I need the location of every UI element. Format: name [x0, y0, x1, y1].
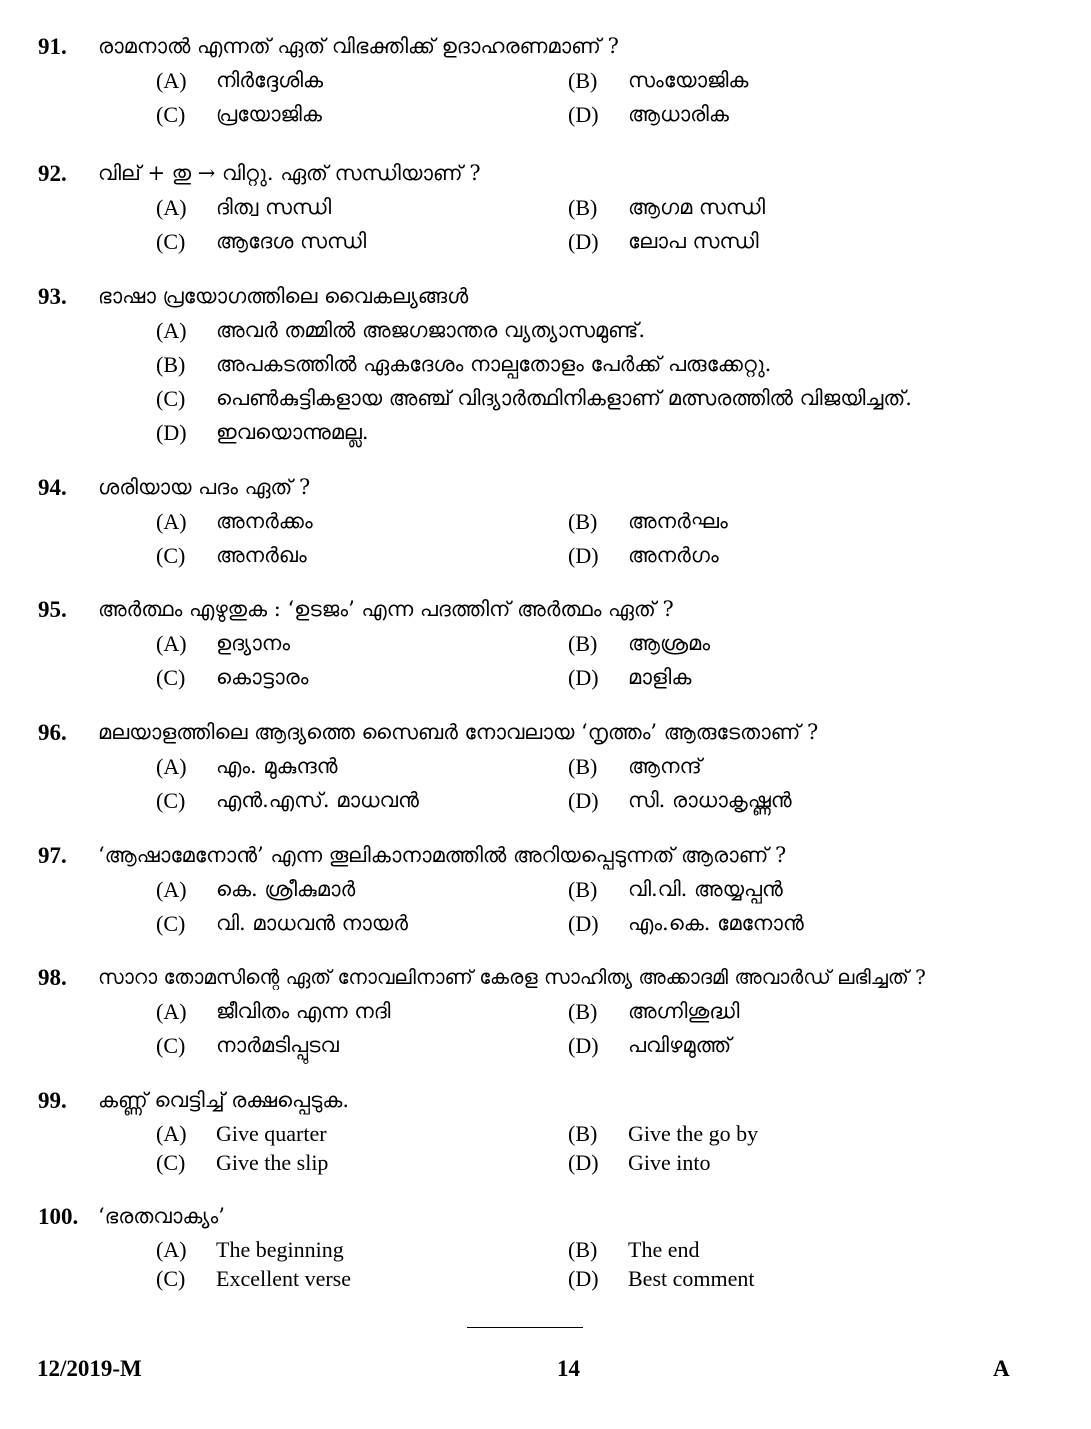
question-text: ‘ആഷാമേനോൻ’ എന്ന തൂലികാനാമത്തിൽ അറിയപ്പെടുന്നത് ആരാണ് ? — [98, 843, 787, 867]
option-label: (A) — [156, 877, 187, 902]
question-text: ശരിയായ പദം ഏത് ? — [98, 475, 311, 499]
option-text: ജീവിതം എന്ന നദി — [216, 999, 391, 1023]
option-text: ഇവയൊന്നുമല്ല. — [216, 420, 369, 444]
option-label: (C) — [156, 788, 186, 813]
option-text: അനർഗം — [628, 543, 719, 567]
option-label: (C) — [156, 1033, 186, 1058]
question-number: 93. — [38, 284, 67, 309]
option-text: Give into — [628, 1150, 711, 1175]
option-text: ദിത്വ സന്ധി — [216, 195, 332, 219]
option-label: (D) — [568, 1266, 599, 1291]
option-label: (B) — [568, 631, 598, 656]
option-label: (A) — [156, 509, 187, 534]
option-text: ആനന്ദ് — [628, 754, 702, 778]
option-text: Give the slip — [216, 1150, 329, 1175]
option-label: (B) — [568, 68, 598, 93]
question-text: സാറാ തോമസിന്റെ ഏത് നോവലിനാണ് കേരള സാഹിത്യ അക്കാദമി അവാർഡ് ലഭിച്ചത് ? — [98, 965, 926, 989]
option-text: Best comment — [628, 1266, 755, 1291]
option-label: (B) — [156, 352, 186, 377]
option-label: (C) — [156, 1266, 186, 1291]
question-text: വില് + തു → വിറ്റു. ഏത് സന്ധിയാണ് ? — [98, 161, 481, 185]
question-text: അർത്ഥം എഴുതുക : ‘ഉടജം’ എന്ന പദത്തിന് അർത്ഥം ഏത് ? — [98, 597, 674, 621]
option-text: അഗ്നിശുദ്ധി — [628, 999, 740, 1023]
option-text: Excellent verse — [216, 1266, 351, 1291]
option-text: പ്രയോജിക — [216, 102, 322, 126]
option-label: (A) — [156, 999, 187, 1024]
option-label: (B) — [568, 195, 598, 220]
option-label: (D) — [568, 102, 599, 127]
option-text: The beginning — [216, 1237, 344, 1262]
question-number: 91. — [38, 34, 67, 59]
option-text: അപകടത്തിൽ ഏകദേശം നാല്പതോളം പേർക്ക് പരുക്കേറ്റു. — [216, 352, 772, 376]
option-label: (B) — [568, 1237, 598, 1262]
option-label: (B) — [568, 999, 598, 1024]
option-text: നാർമടിപ്പുടവ — [216, 1033, 339, 1057]
footer-divider — [467, 1327, 583, 1328]
option-label: (A) — [156, 631, 187, 656]
option-text: ആദേശ സന്ധി — [216, 229, 367, 253]
option-text: പവിഴമുത്ത് — [628, 1033, 732, 1057]
option-text: ആധാരിക — [628, 102, 729, 126]
option-text: നിർദ്ദേശിക — [216, 68, 324, 92]
question-number: 95. — [38, 597, 67, 622]
option-text: മാളിക — [628, 665, 692, 689]
option-label: (B) — [568, 877, 598, 902]
question-text: കണ്ണ് വെട്ടിച്ച് രക്ഷപ്പെടുക. — [98, 1088, 350, 1112]
option-text: അവർ തമ്മിൽ അജഗജാന്തര വ്യത്യാസമുണ്ട്. — [216, 318, 646, 342]
question-number: 100. — [38, 1204, 79, 1229]
option-text: അനർക്കം — [216, 509, 313, 533]
option-text: സംയോജിക — [628, 68, 749, 92]
question-number: 94. — [38, 475, 67, 500]
option-text: Give the go by — [628, 1121, 759, 1146]
option-label: (D) — [568, 1033, 599, 1058]
option-text: വി. മാധവൻ നായർ — [216, 911, 408, 935]
option-label: (D) — [568, 665, 599, 690]
question-text: ഭാഷാ പ്രയോഗത്തിലെ വൈകല്യങ്ങൾ — [98, 284, 469, 308]
option-text: സി. രാധാകൃഷ്ണൻ — [628, 788, 792, 812]
option-label: (A) — [156, 195, 187, 220]
option-label: (D) — [568, 229, 599, 254]
footer-page-number: 14 — [557, 1356, 580, 1381]
option-text: അനർഖം — [216, 543, 307, 567]
option-label: (C) — [156, 911, 186, 936]
option-label: (C) — [156, 229, 186, 254]
option-label: (D) — [568, 911, 599, 936]
question-number: 99. — [38, 1088, 67, 1113]
option-label: (D) — [568, 543, 599, 568]
option-text: പെൺകുട്ടികളായ അഞ്ച് വിദ്യാർത്ഥിനികളാണ് മത്സരത്തിൽ വിജയിച്ചത്. — [216, 386, 912, 410]
option-label: (D) — [156, 420, 187, 445]
option-label: (C) — [156, 543, 186, 568]
question-text: മലയാളത്തിലെ ആദ്യത്തെ സൈബർ നോവലായ ‘നൃത്തം’ ആരുടേതാണ് ? — [98, 720, 819, 744]
question-number: 92. — [38, 161, 67, 186]
option-label: (C) — [156, 102, 186, 127]
question-number: 97. — [38, 843, 67, 868]
option-label: (A) — [156, 318, 187, 343]
question-text: ‘ഭരതവാക്യം’ — [98, 1204, 225, 1228]
option-label: (B) — [568, 1121, 598, 1146]
question-number: 98. — [38, 965, 67, 990]
option-label: (C) — [156, 386, 186, 411]
option-label: (C) — [156, 1150, 186, 1175]
option-text: വി.വി. അയ്യപ്പൻ — [628, 877, 783, 901]
option-label: (C) — [156, 665, 186, 690]
question-number: 96. — [38, 720, 67, 745]
option-text: അനർഘം — [628, 509, 728, 533]
option-label: (D) — [568, 788, 599, 813]
option-label: (A) — [156, 1121, 187, 1146]
option-label: (B) — [568, 754, 598, 779]
option-text: The end — [628, 1237, 700, 1262]
option-text: എൻ.എസ്. മാധവൻ — [216, 788, 419, 812]
option-label: (A) — [156, 754, 187, 779]
option-text: എം. മുകുന്ദൻ — [216, 754, 338, 778]
question-text: രാമനാൽ എന്നത് ഏത് വിഭക്തിക്ക് ഉദാഹരണമാണ് ? — [98, 34, 619, 58]
footer-paper-code: 12/2019-M — [37, 1356, 142, 1381]
option-text: ആശ്രമം — [628, 631, 711, 655]
option-text: Give quarter — [216, 1121, 327, 1146]
option-text: ഉദ്യാനം — [216, 631, 291, 655]
option-label: (B) — [568, 509, 598, 534]
option-text: എം.കെ. മേനോൻ — [628, 911, 804, 935]
option-text: കൊട്ടാരം — [216, 665, 309, 689]
option-label: (A) — [156, 1237, 187, 1262]
footer-series: A — [993, 1356, 1010, 1381]
option-text: ആഗമ സന്ധി — [628, 195, 766, 219]
option-label: (A) — [156, 68, 187, 93]
option-text: ലോപ സന്ധി — [628, 229, 759, 253]
option-text: കെ. ശ്രീകുമാർ — [216, 877, 356, 901]
option-label: (D) — [568, 1150, 599, 1175]
